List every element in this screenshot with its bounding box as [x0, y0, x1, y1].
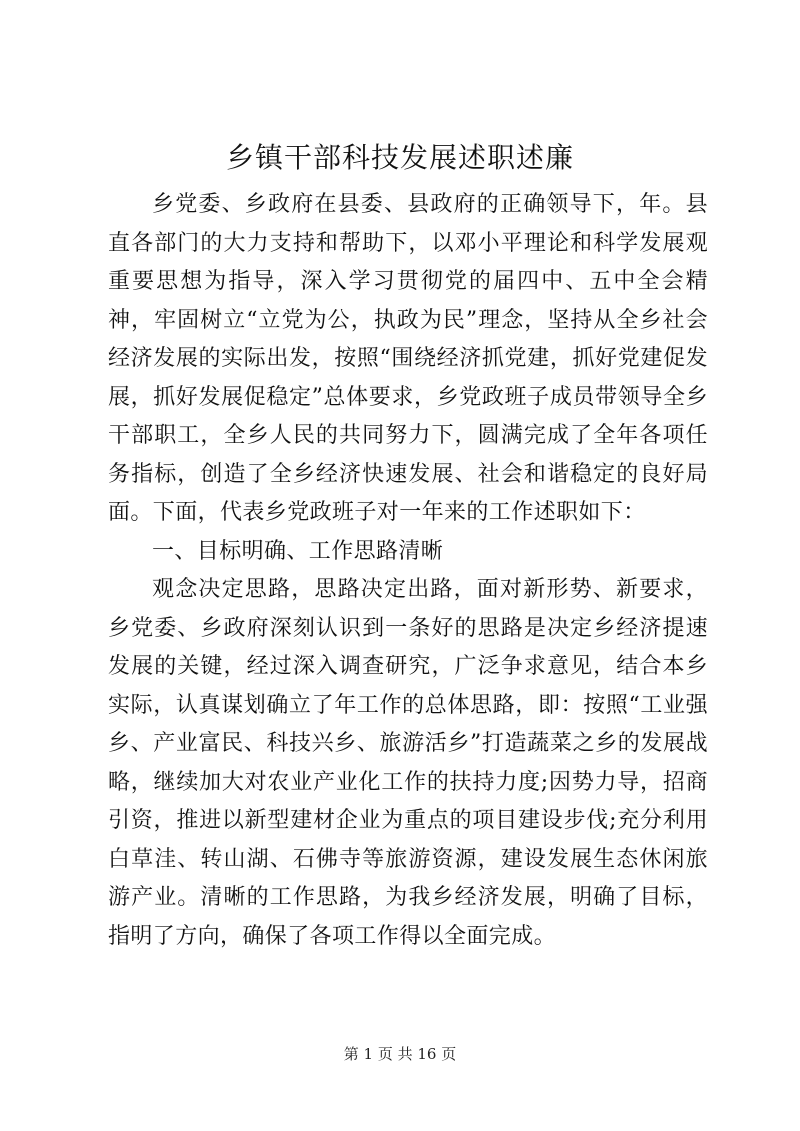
paragraph-intro: 乡党委、乡政府在县委、县政府的正确领导下，年。县直各部门的大力支持和帮助下，以邓小平理论和科学发展观重要思想为指导，深入学习贯彻党的届四中、五中全会精神，牢固树立“立党为公，执政为民”理念，坚持从全乡社会经济发展的实际出发，按照“围绕经济抓党建，抓好党建促发展，抓好发展促稳定”总体要求，乡党政班子成员带领导全乡干部职工，全乡人民的共同努力下，圆满完成了全年各项任务指标，创造了全乡经济快速发展、社会和谐稳定的良好局面。下面，代表乡党政班子对一年来的工作述职如下：: [108, 192, 708, 525]
document-body: [108, 186, 708, 956]
section-heading-1: 一、目标明确、工作思路清晰: [152, 538, 444, 564]
paragraph-section-1: 观念决定思路，思路决定出路，面对新形势、新要求，乡党委、乡政府深刻认识到一条好的思路是决定乡经济提速发展的关键，经过深入调查研究，广泛争求意见，结合本乡实际，认真谋划确立了年工作的总体思路，即：按照“工业强乡、产业富民、科技兴乡、旅游活乡”打造蔬菜之乡的发展战略，继续加大对农业产业化工作的扶持力度;因势力导，招商引资，推进以新型建材企业为重点的项目建设步伐;充分利用白草洼、转山湖、石佛寺等旅游资源，建设发展生态休闲旅游产业。清晰的工作思路，为我乡经济发展，明确了目标，指明了方向，确保了各项工作得以全面完成。: [108, 577, 708, 949]
document-title: 乡镇干部科技发展述职述廉: [225, 141, 574, 174]
page-footer: 第 1 页 共 16 页: [343, 1045, 457, 1063]
